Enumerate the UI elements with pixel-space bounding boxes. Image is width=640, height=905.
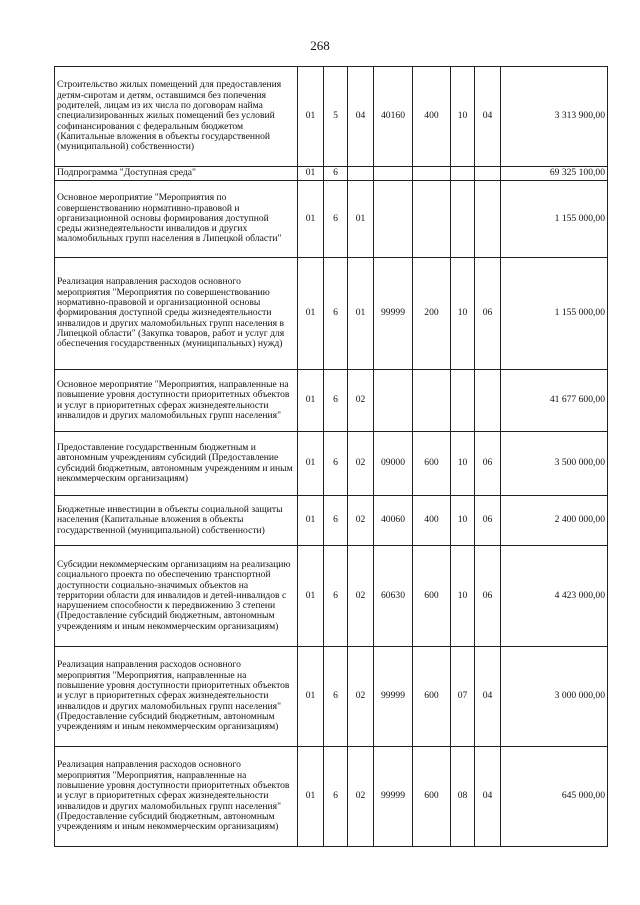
cell-code-5: 400	[413, 67, 451, 167]
table-row	[55, 747, 608, 847]
cell-code-6: 10	[451, 67, 475, 167]
cell-code-7: 06	[475, 432, 501, 496]
cell-code-5	[413, 181, 451, 258]
cell-code-4: 99999	[374, 258, 413, 370]
cell-code-4: 40060	[374, 496, 413, 546]
cell-code-2: 6	[324, 496, 348, 546]
cell-code-1: 01	[298, 67, 324, 167]
cell-code-7: 04	[475, 747, 501, 847]
cell-amount: 3 313 900,00	[501, 67, 608, 167]
cell-amount: 3 000 000,00	[501, 647, 608, 747]
cell-code-2: 6	[324, 167, 348, 181]
cell-code-4: 40160	[374, 67, 413, 167]
row-name: Основное мероприятие "Мероприятия по совершенствованию нормативно-правовой и организационной основы формирования доступной среды жизнедеятельности инвалидов и других маломобильных групп населения в Липецкой области"	[55, 181, 298, 258]
cell-code-4	[374, 181, 413, 258]
cell-code-6	[451, 167, 475, 181]
cell-amount: 1 155 000,00	[501, 181, 608, 258]
cell-code-7: 04	[475, 67, 501, 167]
cell-code-2: 6	[324, 370, 348, 432]
cell-code-1: 01	[298, 747, 324, 847]
row-name: Подпрограмма "Доступная среда"	[55, 167, 298, 181]
cell-code-6: 10	[451, 496, 475, 546]
budget-table	[54, 66, 608, 847]
table-row	[55, 258, 608, 370]
cell-code-5	[413, 370, 451, 432]
cell-amount: 3 500 000,00	[501, 432, 608, 496]
cell-code-3: 01	[348, 181, 374, 258]
cell-code-6	[451, 181, 475, 258]
row-name: Основное мероприятие "Мероприятия, направленные на повышение уровня доступности приоритетных объектов и услуг в приоритетных сферах жизнедеятельности инвалидов и других маломобильных групп населения"	[55, 370, 298, 432]
cell-code-5: 600	[413, 546, 451, 647]
cell-code-1: 01	[298, 370, 324, 432]
cell-code-4: 99999	[374, 647, 413, 747]
row-name: Предоставление государственным бюджетным и автономным учреждениям субсидий (Предоставление субсидий бюджетным, автономным учреждениям и иным некоммерческим организациям)	[55, 432, 298, 496]
page-number: 268	[310, 38, 330, 53]
table-row	[55, 647, 608, 747]
table-row	[55, 181, 608, 258]
cell-code-5: 400	[413, 496, 451, 546]
cell-amount: 645 000,00	[501, 747, 608, 847]
cell-code-6: 10	[451, 546, 475, 647]
cell-code-1: 01	[298, 181, 324, 258]
cell-code-1: 01	[298, 647, 324, 747]
table-row	[55, 370, 608, 432]
cell-code-6: 08	[451, 747, 475, 847]
cell-code-2: 6	[324, 747, 348, 847]
row-name: Строительство жилых помещений для предоставления детям-сиротам и детям, оставшимся без попечения родителей, лицам из их числа по договорам найма специализированных жилых помещений без условий софинансирования с федеральным бюджетом (Капитальные вложения в объекты государственной (муниципальной) собственности)	[55, 67, 298, 167]
cell-code-5: 600	[413, 647, 451, 747]
cell-amount: 4 423 000,00	[501, 546, 608, 647]
cell-amount: 1 155 000,00	[501, 258, 608, 370]
cell-code-1: 01	[298, 258, 324, 370]
cell-code-3: 02	[348, 496, 374, 546]
row-name: Бюджетные инвестиции в объекты социальной защиты населения (Капитальные вложения в объекты государственной (муниципальной) собственности)	[55, 496, 298, 546]
cell-code-3: 02	[348, 747, 374, 847]
cell-code-7: 06	[475, 258, 501, 370]
cell-code-1: 01	[298, 546, 324, 647]
cell-code-2: 6	[324, 258, 348, 370]
cell-code-4	[374, 167, 413, 181]
cell-amount: 2 400 000,00	[501, 496, 608, 546]
cell-code-3: 02	[348, 546, 374, 647]
row-name: Реализация направления расходов основного мероприятия "Мероприятия, направленные на повышение уровня доступности приоритетных объектов и услуг в приоритетных сферах жизнедеятельности инвалидов и других маломобильных групп населения" (Предоставление субсидий бюджетным, автономным учреждениям и иным некоммерческим организациям)	[55, 747, 298, 847]
cell-code-2: 6	[324, 181, 348, 258]
cell-code-6: 07	[451, 647, 475, 747]
table-row	[55, 67, 608, 167]
cell-code-2: 6	[324, 546, 348, 647]
table-row	[55, 167, 608, 181]
cell-code-1: 01	[298, 432, 324, 496]
cell-code-7	[475, 181, 501, 258]
row-name: Реализация направления расходов основного мероприятия "Мероприятия по совершенствованию нормативно-правовой и организационной основы формирования доступной среды жизнедеятельности инвалидов и других маломобильных групп населения в Липецкой области" (Закупка товаров, работ и услуг для обеспечения государственных (муниципальных) нужд)	[55, 258, 298, 370]
cell-code-6: 10	[451, 432, 475, 496]
cell-code-5: 200	[413, 258, 451, 370]
row-name: Реализация направления расходов основного мероприятия "Мероприятия, направленные на повышение уровня доступности приоритетных объектов и услуг в приоритетных сферах жизнедеятельности инвалидов и других маломобильных групп населения" (Предоставление субсидий бюджетным, автономным учреждениям и иным некоммерческим организациям)	[55, 647, 298, 747]
cell-code-3: 04	[348, 67, 374, 167]
cell-code-3: 01	[348, 258, 374, 370]
cell-code-4: 09000	[374, 432, 413, 496]
cell-amount: 69 325 100,00	[501, 167, 608, 181]
cell-code-3: 02	[348, 432, 374, 496]
cell-code-4: 99999	[374, 747, 413, 847]
cell-code-7	[475, 167, 501, 181]
cell-code-3	[348, 167, 374, 181]
table-row	[55, 432, 608, 496]
table-row	[55, 496, 608, 546]
cell-code-1: 01	[298, 167, 324, 181]
cell-code-3: 02	[348, 370, 374, 432]
cell-code-1: 01	[298, 496, 324, 546]
cell-code-7	[475, 370, 501, 432]
cell-code-6	[451, 370, 475, 432]
cell-code-2: 6	[324, 432, 348, 496]
cell-code-4	[374, 370, 413, 432]
cell-code-4: 60630	[374, 546, 413, 647]
cell-code-5: 600	[413, 747, 451, 847]
cell-code-2: 5	[324, 67, 348, 167]
cell-code-7: 06	[475, 546, 501, 647]
cell-code-7: 06	[475, 496, 501, 546]
cell-code-3: 02	[348, 647, 374, 747]
cell-amount: 41 677 600,00	[501, 370, 608, 432]
cell-code-2: 6	[324, 647, 348, 747]
cell-code-5	[413, 167, 451, 181]
table-row	[55, 546, 608, 647]
cell-code-7: 04	[475, 647, 501, 747]
row-name: Субсидии некоммерческим организациям на реализацию социального проекта по обеспечению транспортной доступности социально-значимых объектов на территории области для инвалидов и детей-инвалидов с нарушением способности к передвижению 3 степени (Предоставление субсидий бюджетным, автономным учреждениям и иным некоммерческим организациям)	[55, 546, 298, 647]
cell-code-5: 600	[413, 432, 451, 496]
cell-code-6: 10	[451, 258, 475, 370]
